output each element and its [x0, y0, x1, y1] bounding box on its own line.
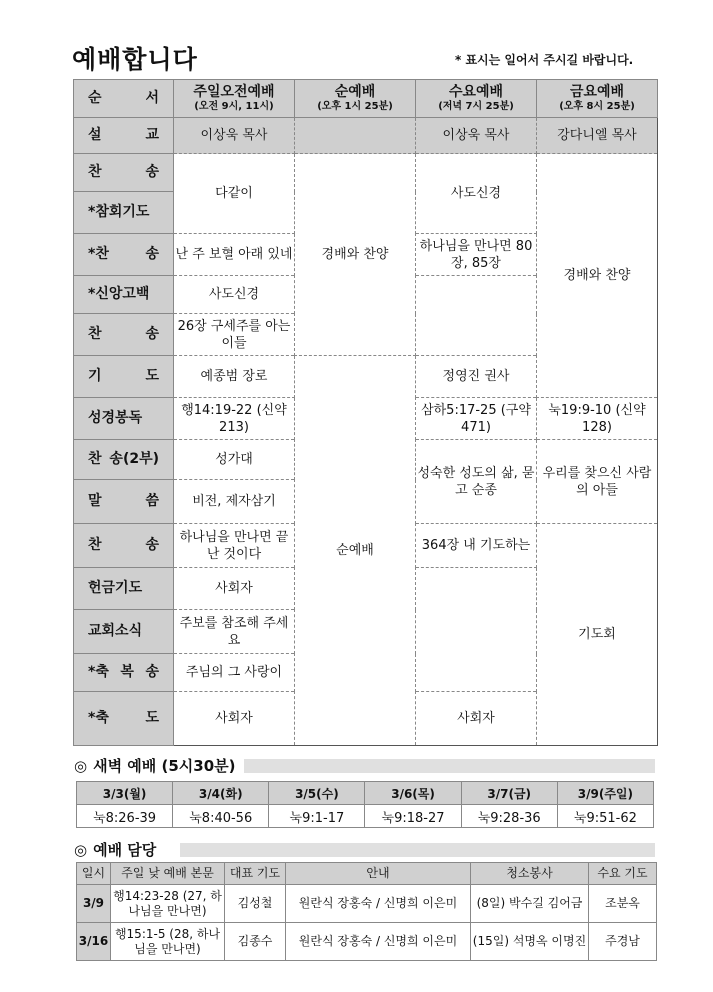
label-choir: 찬 송(2부)	[74, 440, 174, 480]
duty-header: 주일 낮 예배 본문	[111, 863, 225, 885]
dawn-heading-bar	[244, 759, 655, 773]
wed-benediction: 사회자	[416, 692, 537, 746]
wed-praise-2: 364장 내 기도하는	[416, 524, 537, 568]
sunday-choir: 성가대	[174, 440, 295, 480]
dawn-verse: 눅8:40-56	[173, 805, 269, 828]
label-reading: 성경봉독	[74, 398, 174, 440]
duty-title: 예배 담당	[93, 841, 157, 859]
label-confession: *참회기도	[74, 192, 174, 234]
cell-worship-praise: 경배와 찬양	[295, 154, 416, 356]
duty-section-heading	[74, 839, 156, 860]
header-friday: 금요예배 (오후 8시 25분)	[537, 80, 658, 118]
wed-empty-1	[416, 276, 537, 356]
sunday-word: 비전, 제자삼기	[174, 480, 295, 524]
duty-date: 3/9	[77, 885, 111, 923]
dawn-day: 3/3(월)	[77, 782, 173, 805]
sermon-cell	[295, 118, 416, 154]
sunday-creed: 사도신경	[174, 276, 295, 314]
sunday-praise-4: 하나님을 만나면 끝난 것이다	[174, 524, 295, 568]
label-praise-4: 찬 송	[74, 524, 174, 568]
dawn-verse: 눅9:51-62	[557, 805, 653, 828]
duty-prayer: 김종수	[225, 923, 286, 961]
duty-text: 행15:1-5 (28, 하나님을 만나면)	[111, 923, 225, 961]
label-benediction: *축 도	[74, 692, 174, 746]
dawn-day: 3/7(금)	[461, 782, 557, 805]
dawn-verse: 눅8:26-39	[77, 805, 173, 828]
label-praise-3: 찬 송	[74, 314, 174, 356]
label-news: 교회소식	[74, 610, 174, 654]
wed-empty-2	[416, 568, 537, 692]
dawn-verse: 눅9:18-27	[365, 805, 461, 828]
duty-text: 행14:23-28 (27, 하나님을 만나면)	[111, 885, 225, 923]
order-label: 순 서	[74, 80, 174, 118]
label-offering: 헌금기도	[74, 568, 174, 610]
fri-worship-praise: 경배와 찬양	[537, 154, 658, 398]
table-row	[77, 885, 657, 923]
sermon-sunday: 이상욱 목사	[174, 118, 295, 154]
duty-header: 청소봉사	[471, 863, 589, 885]
sunday-praise-1: 다같이	[174, 154, 295, 234]
duty-date: 3/16	[77, 923, 111, 961]
cell-worship: 순예배	[295, 356, 416, 746]
wed-reading: 삼하5:17-25 (구약 471)	[416, 398, 537, 440]
duty-table	[76, 862, 657, 961]
dawn-schedule-table	[76, 781, 654, 828]
label-blessing-song: *축 복 송	[74, 654, 174, 692]
header-wednesday: 수요예배 (저녁 7시 25분)	[416, 80, 537, 118]
dawn-verse: 눅9:28-36	[461, 805, 557, 828]
dawn-verse: 눅9:1-17	[269, 805, 365, 828]
wed-word: 성숙한 성도의 삶, 묻고 순종	[416, 440, 537, 524]
bullet-circle-icon: ◎	[74, 840, 88, 859]
dawn-day: 3/5(수)	[269, 782, 365, 805]
duty-header: 대표 기도	[225, 863, 286, 885]
dawn-day: 3/9(주일)	[557, 782, 653, 805]
header-cell: 순예배 (오후 1시 25분)	[295, 80, 416, 118]
label-creed: *신앙고백	[74, 276, 174, 314]
wed-praise: 하나님을 만나면 80장, 85장	[416, 234, 537, 276]
fri-reading: 눅19:9-10 (신약 128)	[537, 398, 658, 440]
duty-header: 수요 기도	[589, 863, 657, 885]
sermon-wednesday: 이상욱 목사	[416, 118, 537, 154]
sunday-benediction: 사회자	[174, 692, 295, 746]
sunday-reading: 행14:19-22 (신약 213)	[174, 398, 295, 440]
label-sermon: 설 교	[74, 118, 174, 154]
duty-cleaning: (8일) 박수길 김어금	[471, 885, 589, 923]
dawn-title: 새벽 예배 (5시30분)	[93, 757, 236, 775]
bullet-circle-icon: ◎	[74, 756, 88, 775]
sunday-blessing-song: 주님의 그 사랑이	[174, 654, 295, 692]
label-word: 말 씀	[74, 480, 174, 524]
sunday-offering: 사회자	[174, 568, 295, 610]
header-sunday: 주일오전예배 (오전 9시, 11시)	[174, 80, 295, 118]
duty-wed-prayer: 조분옥	[589, 885, 657, 923]
table-row	[77, 923, 657, 961]
sunday-praise-3: 26장 구세주를 아는 이들	[174, 314, 295, 356]
dawn-day: 3/6(목)	[365, 782, 461, 805]
duty-cleaning: (15일) 석명옥 이명진	[471, 923, 589, 961]
duty-prayer: 김성철	[225, 885, 286, 923]
duty-header: 안내	[286, 863, 471, 885]
fri-prayer-meeting: 기도회	[537, 524, 658, 746]
fri-word: 우리를 찾으신 사람의 아들	[537, 440, 658, 524]
duty-wed-prayer: 주경남	[589, 923, 657, 961]
dawn-section-heading	[74, 755, 236, 776]
dawn-day: 3/4(화)	[173, 782, 269, 805]
sermon-friday: 강다니엘 목사	[537, 118, 658, 154]
sunday-praise-2: 난 주 보혈 아래 있네	[174, 234, 295, 276]
worship-order-table	[73, 79, 658, 746]
label-prayer: 기 도	[74, 356, 174, 398]
duty-header: 일시	[77, 863, 111, 885]
duty-guide: 원란식 장홍숙 / 신명희 이은미	[286, 885, 471, 923]
duty-heading-bar	[180, 843, 655, 857]
wed-prayer: 정영진 권사	[416, 356, 537, 398]
standing-note: * 표시는 일어서 주시길 바랍니다.	[455, 53, 634, 67]
label-praise-1: 찬 송	[74, 154, 174, 192]
page-title: 예배합니다	[72, 45, 198, 74]
sunday-news: 주보를 참조해 주세요	[174, 610, 295, 654]
label-praise-2: *찬 송	[74, 234, 174, 276]
sunday-prayer: 예종범 장로	[174, 356, 295, 398]
wed-creed: 사도신경	[416, 154, 537, 234]
duty-guide: 원란식 장홍숙 / 신명희 이은미	[286, 923, 471, 961]
